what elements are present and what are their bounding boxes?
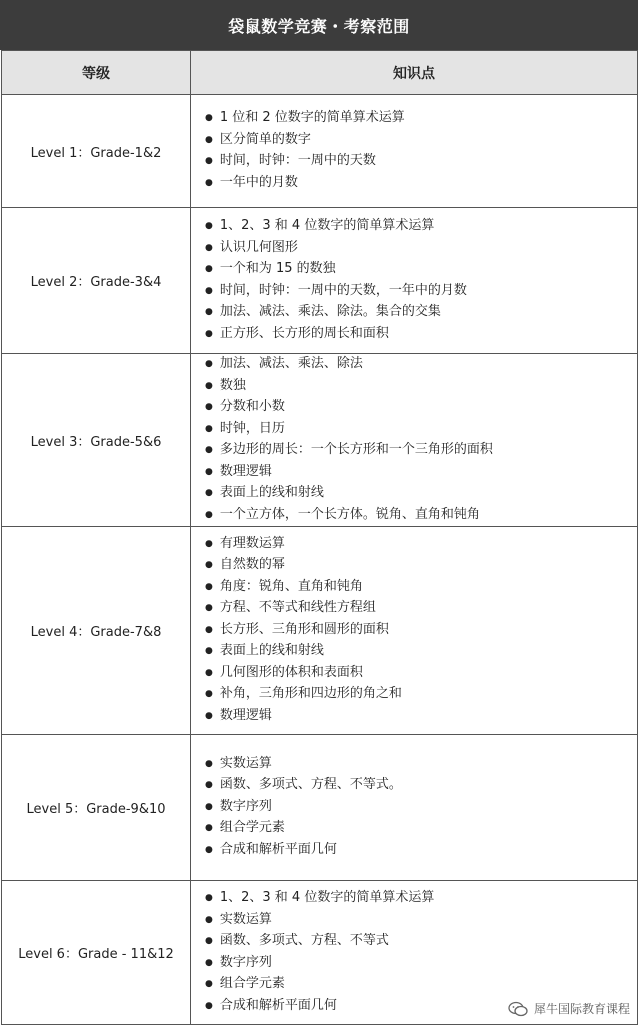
topic-item: ● 数独	[205, 376, 631, 398]
topic-item: ● 自然数的幂	[205, 555, 631, 577]
topic-list	[205, 534, 631, 728]
topic-item: ● 有理数运算	[205, 534, 631, 556]
topic-item: ● 多边形的周长：一个长方形和一个三角形的面积	[205, 440, 631, 462]
topic-item: ● 几何图形的体积和表面积	[205, 663, 631, 685]
topics-cell	[191, 95, 638, 208]
topic-item: ● 方程、不等式和线性方程组	[205, 598, 631, 620]
level-cell: Level 2：Grade-3&4	[2, 208, 191, 354]
topic-item: ● 一个和为 15 的数独	[205, 259, 631, 281]
page-title: 袋鼠数学竞赛・考察范围	[0, 0, 638, 50]
topic-item: ● 加法、减法、乘法、除法。集合的交集	[205, 302, 631, 324]
topic-list	[205, 216, 631, 345]
level-cell: Level 4：Grade-7&8	[2, 527, 191, 735]
topic-list	[205, 754, 631, 862]
topic-item: ● 1、2、3 和 4 位数字的简单算术运算	[205, 216, 631, 238]
topic-item: ● 函数、多项式、方程、不等式。	[205, 775, 631, 797]
topic-item: ● 函数、多项式、方程、不等式	[205, 931, 631, 953]
topic-item: ● 实数运算	[205, 910, 631, 932]
topics-cell	[191, 208, 638, 354]
topic-item: ● 表面上的线和射线	[205, 483, 631, 505]
table-row	[2, 208, 638, 354]
topic-item: ● 长方形、三角形和圆形的面积	[205, 620, 631, 642]
topic-item: ● 区分简单的数字	[205, 130, 631, 152]
topic-item: ● 时间，时钟：一周中的天数	[205, 151, 631, 173]
table-row	[2, 354, 638, 527]
topic-item: ● 组合学元素	[205, 974, 631, 996]
wechat-icon	[508, 1001, 528, 1017]
curriculum-table	[1, 50, 638, 1025]
topic-item: ● 一年中的月数	[205, 173, 631, 195]
topic-item: ● 时间，时钟：一周中的天数，一年中的月数	[205, 281, 631, 303]
topic-item: ● 正方形、长方形的周长和面积	[205, 324, 631, 346]
topics-cell	[191, 527, 638, 735]
topic-item: ● 表面上的线和射线	[205, 641, 631, 663]
table-row	[2, 735, 638, 881]
topic-list	[205, 354, 631, 526]
topic-item: ● 1、2、3 和 4 位数字的简单算术运算	[205, 888, 631, 910]
topic-item: ● 组合学元素	[205, 818, 631, 840]
topic-item: ● 实数运算	[205, 754, 631, 776]
watermark-text: 犀牛国际教育课程	[533, 1002, 630, 1016]
topic-item: ● 分数和小数	[205, 397, 631, 419]
topic-list	[205, 108, 631, 194]
topic-item: ● 一个立方体，一个长方体。锐角、直角和钝角	[205, 505, 631, 527]
table-row	[2, 95, 638, 208]
topic-item: ● 数字序列	[205, 797, 631, 819]
topics-cell	[191, 735, 638, 881]
topic-item: ● 数理逻辑	[205, 462, 631, 484]
level-cell: Level 6：Grade - 11&12	[2, 881, 191, 1025]
table-header-row	[2, 51, 638, 95]
topic-item: ● 数字序列	[205, 953, 631, 975]
table-row	[2, 527, 638, 735]
topic-item: ● 角度：锐角、直角和钝角	[205, 577, 631, 599]
level-cell: Level 5：Grade-9&10	[2, 735, 191, 881]
header-level: 等级	[2, 51, 191, 95]
topic-item: ● 合成和解析平面几何	[205, 840, 631, 862]
topic-item: ● 时钟，日历	[205, 419, 631, 441]
topic-item: ● 合成和解析平面几何	[205, 996, 631, 1018]
topic-list	[205, 888, 631, 1017]
level-cell: Level 1：Grade-1&2	[2, 95, 191, 208]
topic-item: ● 加法、减法、乘法、除法	[205, 354, 631, 376]
table-body	[2, 95, 638, 1025]
topic-item: ● 认识几何图形	[205, 238, 631, 260]
header-topics: 知识点	[191, 51, 638, 95]
topics-cell	[191, 354, 638, 527]
watermark	[506, 999, 632, 1018]
topic-item: ● 补角，三角形和四边形的角之和	[205, 684, 631, 706]
level-cell: Level 3：Grade-5&6	[2, 354, 191, 527]
topic-item: ● 1 位和 2 位数字的简单算术运算	[205, 108, 631, 130]
topic-item: ● 数理逻辑	[205, 706, 631, 728]
